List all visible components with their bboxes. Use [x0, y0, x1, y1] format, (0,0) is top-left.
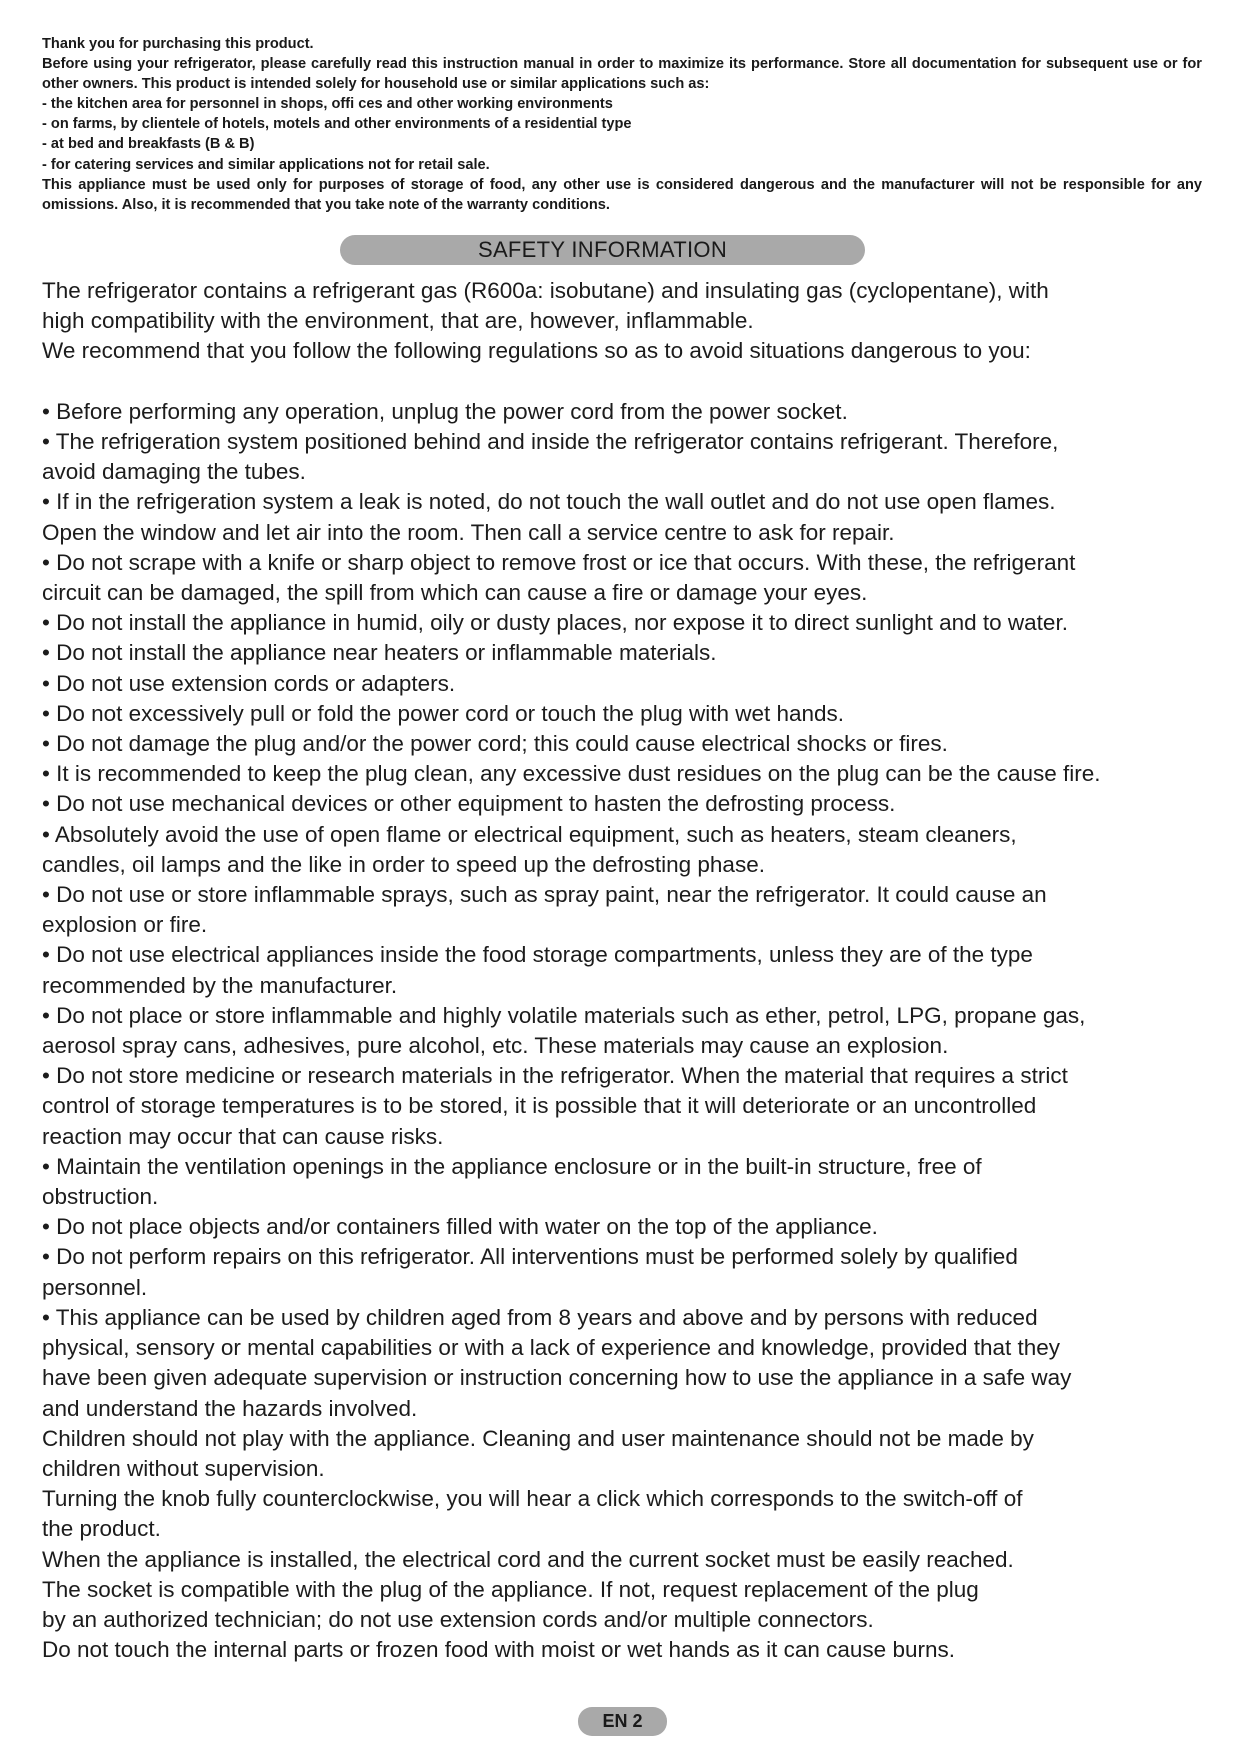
section-header-bar: [340, 235, 865, 265]
intro-line: Before using your refrigerator, please carefully read this instruction manual in order to maximize its performance. Store all documentation for subsequent use or for other owners. This product is intended solely for household use or similar applications such as:: [42, 56, 1202, 93]
safety-line: recommended by the manufacturer.: [42, 972, 398, 998]
safety-line: • Do not install the appliance in humid, oily or dusty places, nor expose it to direct sunlight and to water.: [42, 610, 1068, 636]
safety-line: • This appliance can be used by children aged from 8 years and above and by persons with reduced: [42, 1304, 1038, 1330]
safety-line: • Maintain the ventilation openings in the appliance enclosure or in the built-in structure, free of: [42, 1153, 982, 1179]
safety-line: circuit can be damaged, the spill from which can cause a fire or damage your eyes.: [42, 580, 868, 606]
safety-line: • Do not use electrical appliances inside the food storage compartments, unless they are of the type: [42, 942, 1033, 968]
safety-line: • Do not install the appliance near heaters or inflammable materials.: [42, 640, 717, 666]
intro-line: - at bed and breakfasts (B & B): [42, 136, 255, 153]
safety-line: high compatibility with the environment, that are, however, inflammable.: [42, 308, 754, 334]
paragraph-gap: [42, 367, 1212, 397]
safety-line: and understand the hazards involved.: [42, 1395, 418, 1421]
safety-line: The refrigerator contains a refrigerant gas (R600a: isobutane) and insulating gas (cyclopentane), with: [42, 278, 1049, 303]
safety-line: • Do not perform repairs on this refrigerator. All interventions must be performed solely by qualified: [42, 1244, 1018, 1270]
intro-paragraph: [42, 34, 1202, 215]
safety-line: We recommend that you follow the following regulations so as to avoid situations dangerous to you:: [42, 338, 1031, 364]
safety-line: • It is recommended to keep the plug clean, any excessive dust residues on the plug can be the cause fire.: [42, 761, 1101, 787]
safety-line: Turning the knob fully counterclockwise, you will hear a click which corresponds to the switch-off of: [42, 1486, 1023, 1512]
safety-line: When the appliance is installed, the electrical cord and the current socket must be easily reached.: [42, 1546, 1014, 1572]
intro-line: - on farms, by clientele of hotels, motels and other environments of a residential type: [42, 116, 632, 133]
intro-line: - the kitchen area for personnel in shops, offi ces and other working environments: [42, 96, 613, 113]
safety-line: reaction may occur that can cause risks.: [42, 1123, 444, 1149]
safety-line: The socket is compatible with the plug of the appliance. If not, request replacement of the plug: [42, 1576, 979, 1602]
safety-line: • Absolutely avoid the use of open flame or electrical equipment, such as heaters, steam cleaners,: [42, 821, 1017, 847]
safety-line: • Before performing any operation, unplug the power cord from the power socket.: [42, 398, 848, 424]
intro-line: Thank you for purchasing this product.: [42, 36, 314, 52]
page-number: EN 2: [602, 1711, 643, 1731]
page-number-badge: [578, 1707, 667, 1736]
safety-line: • Do not use or store inflammable sprays, such as spray paint, near the refrigerator. It could cause an: [42, 882, 1047, 908]
safety-line: personnel.: [42, 1274, 148, 1300]
safety-line: Do not touch the internal parts or frozen food with moist or wet hands as it can cause burns.: [42, 1637, 955, 1663]
safety-line: physical, sensory or mental capabilities or with a lack of experience and knowledge, provided that they: [42, 1335, 1061, 1361]
safety-line: • Do not damage the plug and/or the power cord; this could cause electrical shocks or fires.: [42, 731, 948, 757]
intro-line: - for catering services and similar applications not for retail sale.: [42, 156, 490, 173]
safety-line: Children should not play with the appliance. Cleaning and user maintenance should not be made by: [42, 1425, 1034, 1451]
safety-text: [42, 276, 1212, 1665]
safety-line: obstruction.: [42, 1184, 159, 1210]
safety-line: • The refrigeration system positioned behind and inside the refrigerator contains refrigerant. Therefore,: [42, 429, 1059, 454]
safety-line: • Do not place objects and/or containers filled with water on the top of the appliance.: [42, 1214, 878, 1240]
safety-line: • If in the refrigeration system a leak is noted, do not touch the wall outlet and do not use open flames.: [42, 489, 1056, 515]
safety-line: have been given adequate supervision or instruction concerning how to use the appliance in a safe way: [42, 1365, 1072, 1391]
safety-line: control of storage temperatures is to be stored, it is possible that it will deteriorate or an uncontrolled: [42, 1093, 1037, 1119]
safety-line: • Do not place or store inflammable and highly volatile materials such as ether, petrol, LPG, propane gas,: [42, 1002, 1086, 1028]
safety-line: avoid damaging the tubes.: [42, 459, 306, 485]
safety-line: Open the window and let air into the room. Then call a service centre to ask for repair.: [42, 519, 895, 545]
safety-line: • Do not scrape with a knife or sharp object to remove frost or ice that occurs. With these, the refrigerant: [42, 549, 1076, 575]
safety-line: • Do not use extension cords or adapters.: [42, 670, 456, 696]
safety-line: the product.: [42, 1516, 161, 1542]
section-title: SAFETY INFORMATION: [477, 237, 728, 262]
safety-line: candles, oil lamps and the like in order to speed up the defrosting phase.: [42, 851, 765, 877]
safety-line: • Do not use mechanical devices or other equipment to hasten the defrosting process.: [42, 791, 896, 817]
safety-line: • Do not excessively pull or fold the power cord or touch the plug with wet hands.: [42, 700, 845, 726]
intro-line: This appliance must be used only for purposes of storage of food, any other use is considered dangerous and the manufacturer will not be responsible for any omissions. Also, it is recommended that you take note of the warranty conditions.: [42, 176, 1202, 213]
safety-line: children without supervision.: [42, 1455, 325, 1481]
safety-line: by an authorized technician; do not use extension cords and/or multiple connectors.: [42, 1606, 874, 1632]
safety-line: explosion or fire.: [42, 912, 208, 938]
safety-line: • Do not store medicine or research materials in the refrigerator. When the material that requires a strict: [42, 1063, 1068, 1089]
safety-line: aerosol spray cans, adhesives, pure alcohol, etc. These materials may cause an explosion.: [42, 1033, 949, 1059]
